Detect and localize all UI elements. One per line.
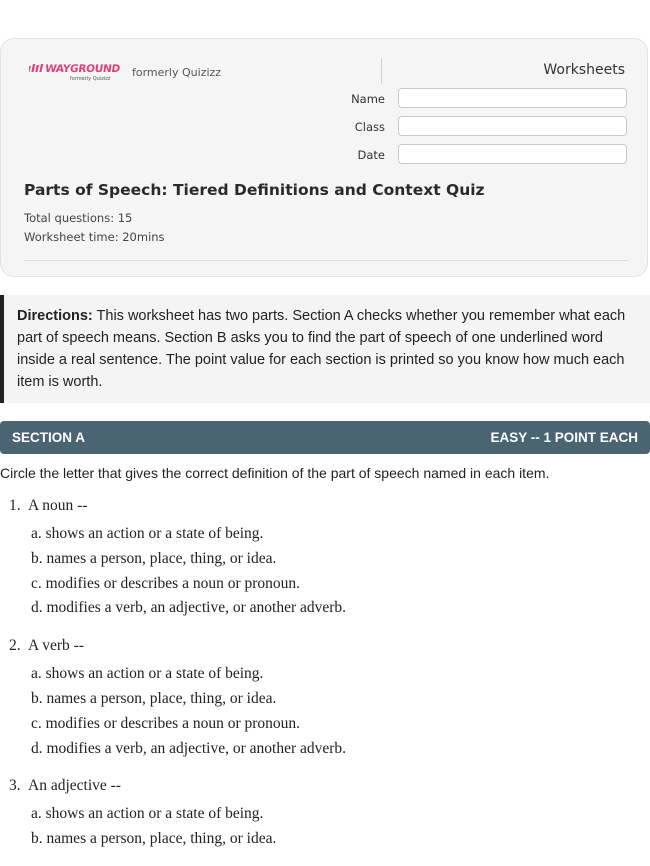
directions-text: This worksheet has two parts. Section A checks whether you remember what each part of speech means. Section B asks you to find the part of speech of one underlined word inside a real sentence. The point value for each section is printed so you know how much each item is worth. xyxy=(17,308,626,390)
section-points: EASY -- 1 POINT EACH xyxy=(490,430,638,445)
name-label: Name xyxy=(351,92,385,106)
section-instruction: Circle the letter that gives the correct definition of the part of speech named in each item. xyxy=(0,465,550,481)
section-name: SECTION A xyxy=(12,430,86,445)
question-list xyxy=(0,495,650,866)
class-label: Class xyxy=(354,120,385,134)
worksheet-header-card xyxy=(0,38,648,277)
worksheet-time: Worksheet time: 20mins xyxy=(24,230,165,244)
total-questions: Total questions: 15 xyxy=(24,211,133,225)
question-1 xyxy=(0,495,650,621)
answer-options xyxy=(0,802,650,852)
answer-option-c[interactable]: c. modifies or describes a noun or pronoun. xyxy=(31,574,301,592)
worksheets-label: Worksheets xyxy=(543,62,625,78)
answer-option-b[interactable]: b. names a person, place, thing, or idea. xyxy=(31,549,277,567)
formerly-label: formerly Quizizz xyxy=(132,66,222,79)
answer-options xyxy=(0,522,650,621)
answer-option-d[interactable]: d. modifies a verb, an adjective, or another adverb. xyxy=(31,739,347,757)
question-3 xyxy=(0,775,650,852)
question-text: An adjective -- xyxy=(28,777,121,795)
question-number: 2. xyxy=(9,637,21,655)
class-field[interactable] xyxy=(398,116,627,136)
question-stem xyxy=(0,635,650,657)
directions-box xyxy=(0,295,650,403)
question-stem xyxy=(0,495,650,517)
question-text: A verb -- xyxy=(28,637,84,655)
answer-option-d[interactable]: d. modifies a verb, an adjective, or another adverb. xyxy=(31,599,347,617)
wayground-logo xyxy=(29,63,119,85)
header-divider xyxy=(381,58,382,84)
logo-wordmark: WAYGROUND xyxy=(44,63,121,75)
worksheet-title: Parts of Speech: Tiered Definitions and Context Quiz xyxy=(24,181,485,199)
answer-option-a[interactable]: a. shows an action or a state of being. xyxy=(31,665,264,683)
question-number: 1. xyxy=(9,497,21,514)
logo-subtext: formerly Quizizz xyxy=(70,76,111,82)
question-stem xyxy=(0,775,650,797)
name-field[interactable] xyxy=(398,88,627,108)
answer-option-b[interactable]: b. names a person, place, thing, or idea. xyxy=(31,689,277,707)
directions-label: Directions: xyxy=(17,308,93,324)
logo-mark-icon xyxy=(29,64,44,74)
question-2 xyxy=(0,635,650,761)
answer-option-b[interactable]: b. names a person, place, thing, or idea. xyxy=(31,830,277,848)
answer-option-a[interactable]: a. shows an action or a state of being. xyxy=(31,525,264,542)
section-a-bar xyxy=(0,421,650,454)
date-field[interactable] xyxy=(398,144,627,164)
question-text: A noun -- xyxy=(28,497,88,514)
answer-option-c[interactable]: c. modifies or describes a noun or pronoun. xyxy=(31,714,301,732)
answer-options xyxy=(0,662,650,761)
answer-option-a[interactable]: a. shows an action or a state of being. xyxy=(31,805,264,823)
question-number: 3. xyxy=(9,777,21,795)
header-divider-line xyxy=(24,260,628,261)
date-label: Date xyxy=(357,148,385,162)
